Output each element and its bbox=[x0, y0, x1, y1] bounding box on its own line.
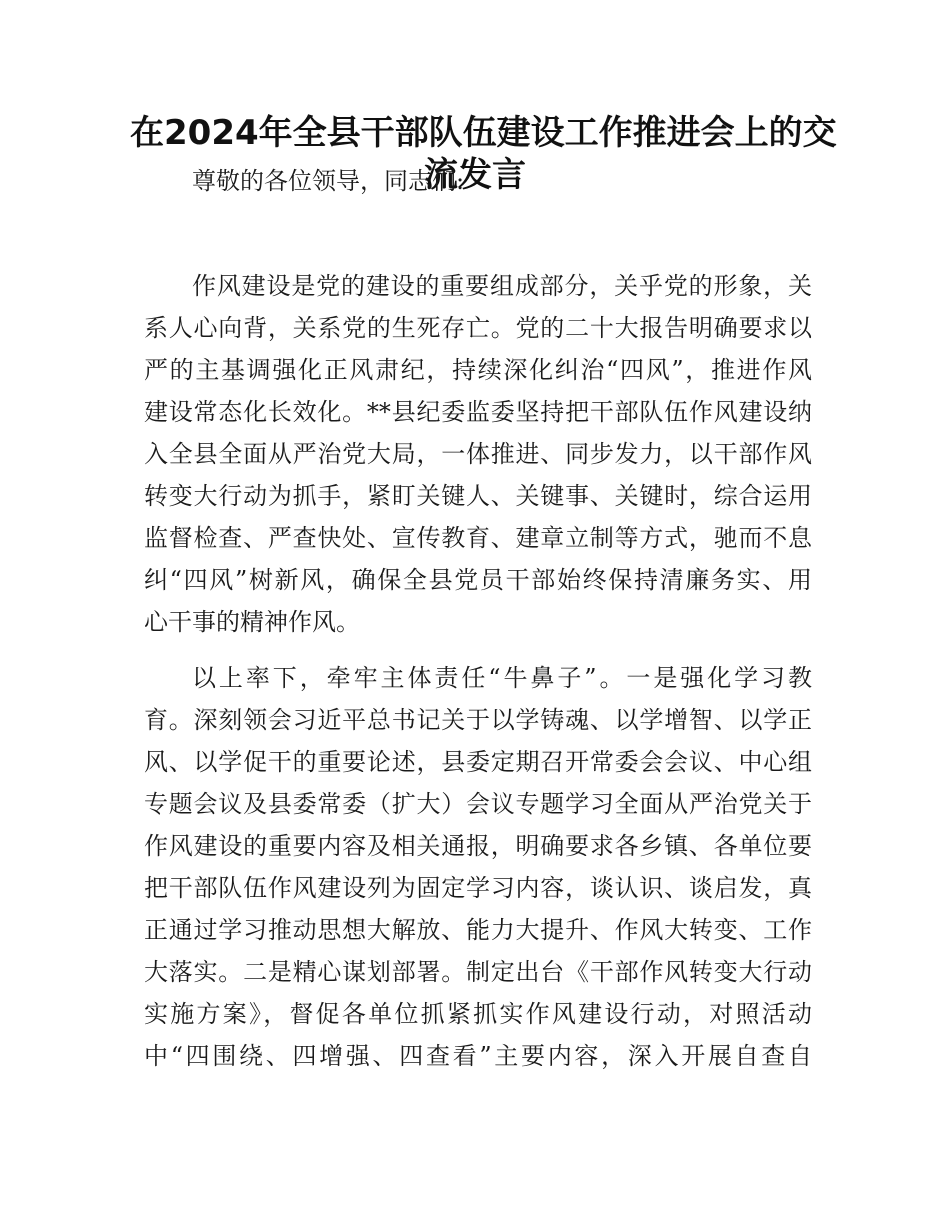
text-line: 正通过学习推动思想大解放、能力大提升、作风大转变、工作 bbox=[144, 916, 812, 944]
text-line: 作风建设的重要内容及相关通报，明确要求各乡镇、各单位要 bbox=[144, 832, 812, 860]
text-line: 专题会议及县委常委（扩大）会议专题学习全面从严治党关于 bbox=[144, 790, 812, 818]
text-line: 严的主基调强化正风肃纪，持续深化纠治“四风”，推进作风 bbox=[144, 356, 812, 384]
text-line: 以上率下，牵牢主体责任“牛鼻子”。一是强化学习教 bbox=[192, 664, 812, 692]
text-line: 建设常态化长效化。**县纪委监委坚持把干部队伍作风建设纳 bbox=[144, 398, 812, 426]
title-line: 流发言 bbox=[424, 155, 526, 195]
text-line: 育。深刻领会习近平总书记关于以学铸魂、以学增智、以学正 bbox=[144, 706, 812, 734]
title-line: 在2024年全县干部队伍建设工作推进会上的交 bbox=[130, 113, 837, 153]
salutation-text: 尊敬的各位领导，同志们: bbox=[192, 167, 465, 195]
text-line: 实施方案》，督促各单位抓紧抓实作风建设行动，对照活动 bbox=[144, 1000, 812, 1028]
paragraph-1 bbox=[144, 265, 812, 643]
paragraph-2 bbox=[144, 657, 812, 1077]
text-line: 大落实。二是精心谋划部署。制定出台《干部作风转变大行动 bbox=[144, 958, 812, 986]
text-line: 转变大行动为抓手，紧盯关键人、关键事、关键时，综合运用 bbox=[144, 482, 812, 510]
text-line: 中“四围绕、四增强、四查看”主要内容，深入开展自查自 bbox=[144, 1042, 812, 1070]
salutation bbox=[144, 160, 812, 202]
text-line: 入全县全面从严治党大局，一体推进、同步发力，以干部作风 bbox=[144, 440, 812, 468]
text-line: 心干事的精神作风。 bbox=[144, 608, 360, 636]
text-line: 系人心向背，关系党的生死存亡。党的二十大报告明确要求以 bbox=[144, 314, 812, 342]
text-line: 风、以学促干的重要论述，县委定期召开常委会会议、中心组 bbox=[144, 748, 812, 776]
text-line: 监督检查、严查快处、宣传教育、建章立制等方式，驰而不息 bbox=[144, 524, 812, 552]
text-line: 纠“四风”树新风，确保全县党员干部始终保持清廉务实、用 bbox=[144, 566, 812, 594]
text-line: 把干部队伍作风建设列为固定学习内容，谈认识、谈启发，真 bbox=[144, 874, 812, 902]
text-line: 作风建设是党的建设的重要组成部分，关乎党的形象，关 bbox=[192, 272, 812, 300]
